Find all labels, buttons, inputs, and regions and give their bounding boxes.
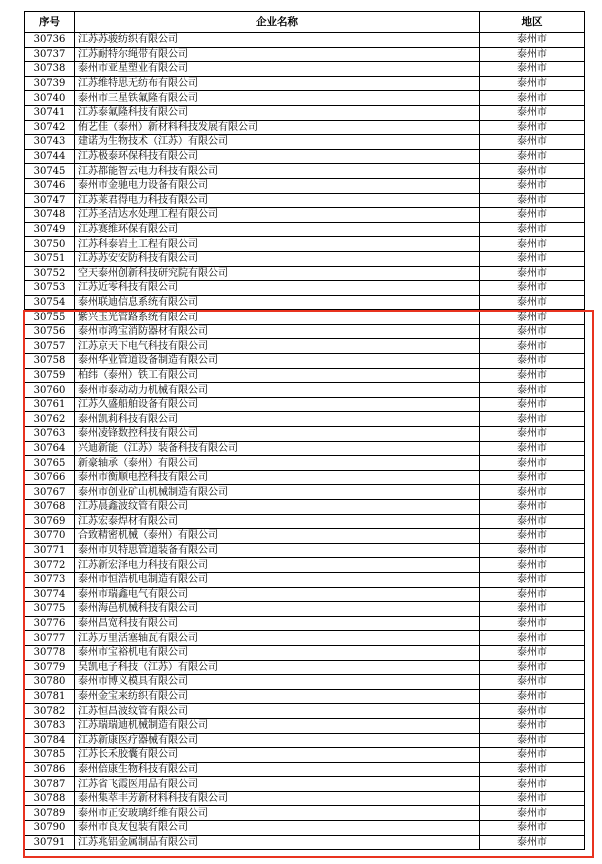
row-region: 泰州市 (480, 718, 585, 733)
row-region: 泰州市 (480, 295, 585, 310)
table-row (25, 514, 585, 529)
row-region: 泰州市 (480, 193, 585, 208)
table-row (25, 529, 585, 544)
row-serial-number: 30743 (25, 135, 75, 150)
row-serial-number: 30747 (25, 193, 75, 208)
table-body (25, 33, 585, 850)
row-serial-number: 30759 (25, 368, 75, 383)
table-row (25, 76, 585, 91)
row-region: 泰州市 (480, 558, 585, 573)
row-region: 泰州市 (480, 791, 585, 806)
row-region: 泰州市 (480, 602, 585, 617)
row-region: 泰州市 (480, 587, 585, 602)
row-serial-number: 30767 (25, 485, 75, 500)
row-enterprise-name: 江苏莱君得电力科技有限公司 (75, 193, 480, 208)
row-region: 泰州市 (480, 704, 585, 719)
row-serial-number: 30768 (25, 500, 75, 515)
row-region: 泰州市 (480, 412, 585, 427)
row-enterprise-name: 柏纬（泰州）铁工有限公司 (75, 368, 480, 383)
row-region: 泰州市 (480, 33, 585, 48)
table-row (25, 222, 585, 237)
row-region: 泰州市 (480, 529, 585, 544)
row-enterprise-name: 建诺为生物技术（江苏）有限公司 (75, 135, 480, 150)
row-serial-number: 30750 (25, 237, 75, 252)
table-row (25, 383, 585, 398)
row-serial-number: 30790 (25, 821, 75, 836)
table-row (25, 105, 585, 120)
row-enterprise-name: 泰州金宝来纺织有限公司 (75, 689, 480, 704)
row-region: 泰州市 (480, 689, 585, 704)
row-serial-number: 30751 (25, 251, 75, 266)
row-region: 泰州市 (480, 631, 585, 646)
row-region: 泰州市 (480, 456, 585, 471)
table-row (25, 456, 585, 471)
row-enterprise-name: 江苏瑞瑞迪机械制造有限公司 (75, 718, 480, 733)
row-serial-number: 30766 (25, 470, 75, 485)
row-serial-number: 30773 (25, 572, 75, 587)
table-row (25, 135, 585, 150)
table-row (25, 821, 585, 836)
row-serial-number: 30771 (25, 543, 75, 558)
row-region: 泰州市 (480, 237, 585, 252)
row-region: 泰州市 (480, 645, 585, 660)
table-row (25, 616, 585, 631)
table-row (25, 281, 585, 296)
row-serial-number: 30753 (25, 281, 75, 296)
row-serial-number: 30772 (25, 558, 75, 573)
row-region: 泰州市 (480, 470, 585, 485)
row-serial-number: 30763 (25, 427, 75, 442)
row-region: 泰州市 (480, 47, 585, 62)
row-enterprise-name: 泰州市创业矿山机械制造有限公司 (75, 485, 480, 500)
row-serial-number: 30742 (25, 120, 75, 135)
row-serial-number: 30777 (25, 631, 75, 646)
row-enterprise-name: 泰州倍康生物科技有限公司 (75, 762, 480, 777)
row-region: 泰州市 (480, 660, 585, 675)
row-region: 泰州市 (480, 324, 585, 339)
row-enterprise-name: 兴迪新能（江苏）装备科技有限公司 (75, 441, 480, 456)
table-row (25, 543, 585, 558)
table-row (25, 310, 585, 325)
row-enterprise-name: 泰州市三星铁氟隆有限公司 (75, 91, 480, 106)
table-row (25, 602, 585, 617)
row-enterprise-name: 泰州联迪信息系统有限公司 (75, 295, 480, 310)
row-region: 泰州市 (480, 748, 585, 763)
row-serial-number: 30776 (25, 616, 75, 631)
row-region: 泰州市 (480, 572, 585, 587)
table-row (25, 689, 585, 704)
row-serial-number: 30737 (25, 47, 75, 62)
row-enterprise-name: 江苏圣洁达水处理工程有限公司 (75, 208, 480, 223)
row-enterprise-name: 江苏苏骏纺织有限公司 (75, 33, 480, 48)
row-serial-number: 30746 (25, 178, 75, 193)
row-serial-number: 30783 (25, 718, 75, 733)
table-row (25, 572, 585, 587)
row-region: 泰州市 (480, 835, 585, 850)
table-row (25, 33, 585, 48)
row-enterprise-name: 新豪轴承（泰州）有限公司 (75, 456, 480, 471)
row-enterprise-name: 侑艺佳（泰州）新材料科技发展有限公司 (75, 120, 480, 135)
table-row (25, 324, 585, 339)
table-row (25, 193, 585, 208)
row-enterprise-name: 合致精密机械（泰州）有限公司 (75, 529, 480, 544)
row-region: 泰州市 (480, 105, 585, 120)
row-serial-number: 30739 (25, 76, 75, 91)
row-region: 泰州市 (480, 91, 585, 106)
row-region: 泰州市 (480, 281, 585, 296)
table-row (25, 295, 585, 310)
table-row (25, 164, 585, 179)
table-row (25, 120, 585, 135)
row-enterprise-name: 泰州市正安玻璃纤维有限公司 (75, 806, 480, 821)
row-enterprise-name: 江苏恒昌波纹管有限公司 (75, 704, 480, 719)
table-row (25, 587, 585, 602)
table-row (25, 368, 585, 383)
enterprise-table (24, 11, 585, 850)
table-row (25, 718, 585, 733)
row-enterprise-name: 江苏兆铝金属制品有限公司 (75, 835, 480, 850)
row-serial-number: 30787 (25, 777, 75, 792)
row-serial-number: 30762 (25, 412, 75, 427)
row-region: 泰州市 (480, 339, 585, 354)
row-region: 泰州市 (480, 733, 585, 748)
row-enterprise-name: 泰州市衡顺电控科技有限公司 (75, 470, 480, 485)
row-serial-number: 30780 (25, 675, 75, 690)
table-row (25, 237, 585, 252)
row-enterprise-name: 泰州市金驰电力设备有限公司 (75, 178, 480, 193)
row-region: 泰州市 (480, 441, 585, 456)
row-serial-number: 30744 (25, 149, 75, 164)
table-row (25, 470, 585, 485)
row-serial-number: 30748 (25, 208, 75, 223)
row-enterprise-name: 泰州海邑机械科技有限公司 (75, 602, 480, 617)
row-serial-number: 30769 (25, 514, 75, 529)
row-serial-number: 30784 (25, 733, 75, 748)
row-region: 泰州市 (480, 135, 585, 150)
table-row (25, 500, 585, 515)
table-row (25, 704, 585, 719)
table-row (25, 791, 585, 806)
row-region: 泰州市 (480, 806, 585, 821)
table-row (25, 631, 585, 646)
row-enterprise-name: 泰州市泰动动力机械有限公司 (75, 383, 480, 398)
row-enterprise-name: 吴凯电子科技（江苏）有限公司 (75, 660, 480, 675)
row-enterprise-name: 泰州集萃丰芳新材料科技有限公司 (75, 791, 480, 806)
table-row (25, 339, 585, 354)
table-row (25, 748, 585, 763)
table-header-row (25, 12, 585, 33)
row-serial-number: 30740 (25, 91, 75, 106)
table-row (25, 266, 585, 281)
table-row (25, 47, 585, 62)
row-serial-number: 30775 (25, 602, 75, 617)
row-serial-number: 30754 (25, 295, 75, 310)
table-row (25, 806, 585, 821)
table-row (25, 412, 585, 427)
row-region: 泰州市 (480, 266, 585, 281)
table-row (25, 558, 585, 573)
row-region: 泰州市 (480, 762, 585, 777)
row-region: 泰州市 (480, 120, 585, 135)
row-enterprise-name: 泰州凯莉科技有限公司 (75, 412, 480, 427)
row-serial-number: 30779 (25, 660, 75, 675)
row-region: 泰州市 (480, 543, 585, 558)
table-row (25, 835, 585, 850)
row-enterprise-name: 泰州市瑞鑫电气有限公司 (75, 587, 480, 602)
row-region: 泰州市 (480, 76, 585, 91)
row-serial-number: 30785 (25, 748, 75, 763)
row-enterprise-name: 泰州华业管道设备制造有限公司 (75, 354, 480, 369)
table-row (25, 91, 585, 106)
row-enterprise-name: 江苏科泰岩土工程有限公司 (75, 237, 480, 252)
row-enterprise-name: 江苏久盛船舶设备有限公司 (75, 397, 480, 412)
table-row (25, 354, 585, 369)
row-serial-number: 30788 (25, 791, 75, 806)
row-region: 泰州市 (480, 164, 585, 179)
table-row (25, 645, 585, 660)
header-enterprise-name: 企业名称 (75, 12, 480, 33)
row-region: 泰州市 (480, 777, 585, 792)
table-row (25, 762, 585, 777)
row-region: 泰州市 (480, 251, 585, 266)
row-enterprise-name: 江苏苏安安防科技有限公司 (75, 251, 480, 266)
row-enterprise-name: 泰州凌锋数控科技有限公司 (75, 427, 480, 442)
row-region: 泰州市 (480, 675, 585, 690)
table-row (25, 251, 585, 266)
table-row (25, 208, 585, 223)
row-enterprise-name: 泰州市鸿宝消防器材有限公司 (75, 324, 480, 339)
row-serial-number: 30786 (25, 762, 75, 777)
row-region: 泰州市 (480, 383, 585, 398)
row-enterprise-name: 江苏长禾胶囊有限公司 (75, 748, 480, 763)
row-region: 泰州市 (480, 514, 585, 529)
row-enterprise-name: 江苏万里活塞轴瓦有限公司 (75, 631, 480, 646)
row-serial-number: 30760 (25, 383, 75, 398)
table-row (25, 733, 585, 748)
row-enterprise-name: 江苏泰氟隆科技有限公司 (75, 105, 480, 120)
row-serial-number: 30756 (25, 324, 75, 339)
row-serial-number: 30774 (25, 587, 75, 602)
row-serial-number: 30770 (25, 529, 75, 544)
enterprise-table-container (24, 11, 584, 850)
row-serial-number: 30741 (25, 105, 75, 120)
row-serial-number: 30757 (25, 339, 75, 354)
row-region: 泰州市 (480, 500, 585, 515)
row-serial-number: 30745 (25, 164, 75, 179)
row-enterprise-name: 江苏省飞霞医用品有限公司 (75, 777, 480, 792)
row-serial-number: 30778 (25, 645, 75, 660)
row-enterprise-name: 江苏宏泰焊材有限公司 (75, 514, 480, 529)
row-serial-number: 30789 (25, 806, 75, 821)
row-enterprise-name: 泰州市良友包装有限公司 (75, 821, 480, 836)
row-region: 泰州市 (480, 821, 585, 836)
row-serial-number: 30782 (25, 704, 75, 719)
row-region: 泰州市 (480, 149, 585, 164)
row-serial-number: 30755 (25, 310, 75, 325)
row-enterprise-name: 江苏极泰环保科技有限公司 (75, 149, 480, 164)
row-serial-number: 30761 (25, 397, 75, 412)
row-region: 泰州市 (480, 368, 585, 383)
row-region: 泰州市 (480, 310, 585, 325)
row-enterprise-name: 空天泰州创新科技研究院有限公司 (75, 266, 480, 281)
row-serial-number: 30758 (25, 354, 75, 369)
row-enterprise-name: 江苏新康医疗器械有限公司 (75, 733, 480, 748)
row-serial-number: 30764 (25, 441, 75, 456)
row-enterprise-name: 泰州昌宽科技有限公司 (75, 616, 480, 631)
row-region: 泰州市 (480, 397, 585, 412)
row-enterprise-name: 泰州市贝特思管道装备有限公司 (75, 543, 480, 558)
row-enterprise-name: 江苏京天下电气科技有限公司 (75, 339, 480, 354)
header-region: 地区 (480, 12, 585, 33)
row-enterprise-name: 江苏赛维环保有限公司 (75, 222, 480, 237)
row-enterprise-name: 泰州市博义模具有限公司 (75, 675, 480, 690)
row-region: 泰州市 (480, 354, 585, 369)
table-row (25, 441, 585, 456)
row-enterprise-name: 江苏都能智云电力科技有限公司 (75, 164, 480, 179)
row-serial-number: 30749 (25, 222, 75, 237)
row-enterprise-name: 紫兴玉光管路系统有限公司 (75, 310, 480, 325)
row-region: 泰州市 (480, 485, 585, 500)
row-region: 泰州市 (480, 222, 585, 237)
row-serial-number: 30765 (25, 456, 75, 471)
table-row (25, 660, 585, 675)
row-enterprise-name: 泰州市宝裕机电有限公司 (75, 645, 480, 660)
row-region: 泰州市 (480, 427, 585, 442)
row-enterprise-name: 江苏耐特尔绳带有限公司 (75, 47, 480, 62)
table-row (25, 777, 585, 792)
row-serial-number: 30738 (25, 62, 75, 77)
table-row (25, 675, 585, 690)
row-enterprise-name: 江苏近零科技有限公司 (75, 281, 480, 296)
row-enterprise-name: 江苏新宏泽电力科技有限公司 (75, 558, 480, 573)
row-region: 泰州市 (480, 62, 585, 77)
header-serial-number: 序号 (25, 12, 75, 33)
table-row (25, 178, 585, 193)
table-row (25, 62, 585, 77)
table-row (25, 149, 585, 164)
row-serial-number: 30791 (25, 835, 75, 850)
table-row (25, 427, 585, 442)
row-enterprise-name: 江苏维特思无纺布有限公司 (75, 76, 480, 91)
row-region: 泰州市 (480, 616, 585, 631)
row-enterprise-name: 泰州市亚星塑业有限公司 (75, 62, 480, 77)
row-enterprise-name: 江苏晨鑫波纹管有限公司 (75, 500, 480, 515)
row-serial-number: 30781 (25, 689, 75, 704)
row-region: 泰州市 (480, 208, 585, 223)
row-serial-number: 30736 (25, 33, 75, 48)
row-region: 泰州市 (480, 178, 585, 193)
row-enterprise-name: 泰州市恒浩机电制造有限公司 (75, 572, 480, 587)
row-serial-number: 30752 (25, 266, 75, 281)
table-row (25, 485, 585, 500)
table-row (25, 397, 585, 412)
